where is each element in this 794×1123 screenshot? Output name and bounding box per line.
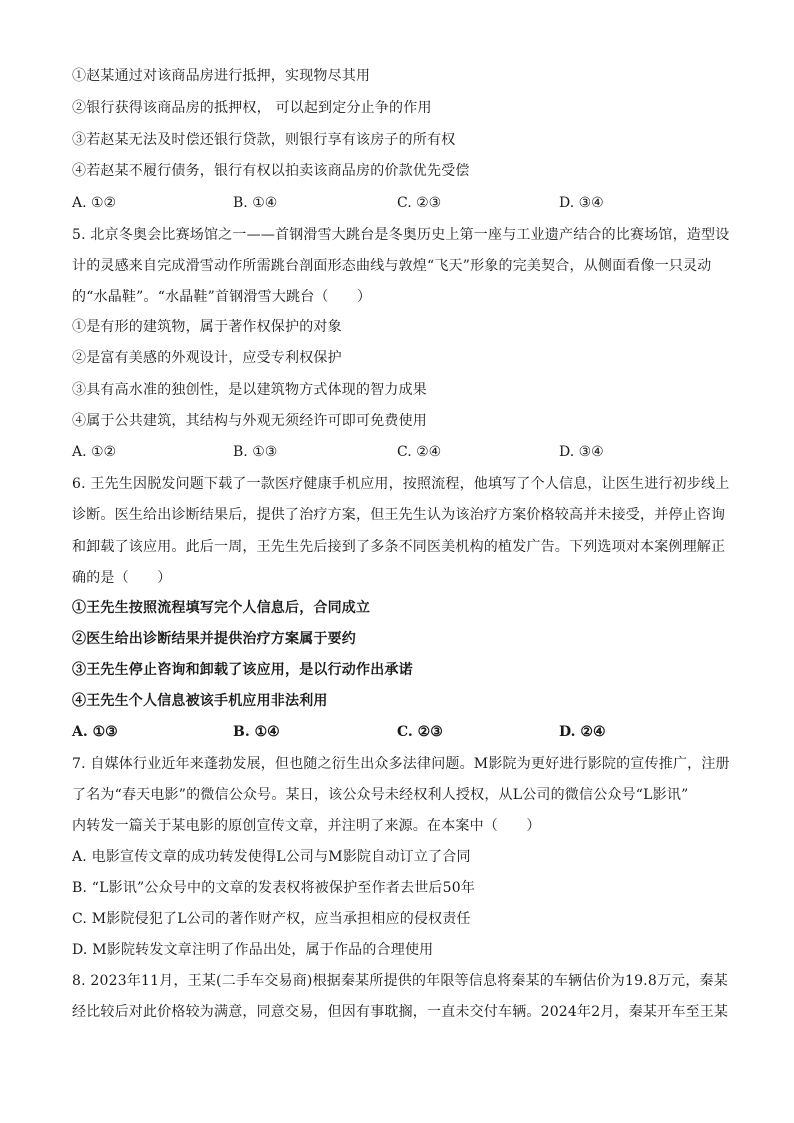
q4-option-d: D. ③④ [559,195,604,211]
q6-stem-line-3: 和卸载了该应用。此后一周，王先生先后接到了多条不同医美机构的植发广告。下列选项对本案例理解正 [72,539,726,555]
q5-statement-1: ①是有形的建筑物，属于著作权保护的对象 [72,319,342,335]
q6-option-d: D. ②④ [559,724,606,740]
q5-stem-line-3: 的“水晶鞋”。“水晶鞋”首钢滑雪大跳台（ ） [72,289,372,305]
q6-statement-1: ①王先生按照流程填写完个人信息后，合同成立 [72,600,371,616]
q6-statement-2: ②医生给出诊断结果并提供治疗方案属于要约 [72,631,356,647]
q4-statement-3: ③若赵某无法及时偿还银行贷款，则银行享有该房子的所有权 [72,132,456,148]
q5-statement-2: ②是富有美感的外观设计，应受专利权保护 [72,350,342,366]
q5-option-b: B. ①③ [233,444,278,460]
q6-statement-3: ③王先生停止咨询和卸载了该应用，是以行动作出承诺 [72,662,413,678]
q7-choice-b: B. “L影讯”公众号中的文章的发表权将被保护至作者去世后50年 [72,880,476,896]
q8-stem-line-1: 8. 2023年11月，王某(二手车交易商)根据秦某所提供的年限等信息将秦某的车辆估价为19.8万元，秦某 [72,973,728,989]
q7-stem-line-3: 内转发一篇关于某电影的原创宣传文章，并注明了来源。在本案中（ ） [72,818,541,834]
q5-option-d: D. ③④ [559,444,604,460]
q5-stem-line-1: 5. 北京冬奥会比赛场馆之一——首钢滑雪大跳台是冬奥历史上第一座与工业遗产结合的比赛场馆，造型设 [72,227,730,243]
q4-statement-4: ④若赵某不履行债务，银行有权以拍卖该商品房的价款优先受偿 [72,163,470,179]
q4-statement-2: ②银行获得该商品房的抵押权， 可以起到定分止争的作用 [72,100,432,116]
q7-stem-line-2: 了名为“春天电影”的微信公众号。某日，该公众号未经权利人授权，从L公司的微信公众号“L影讯” [72,787,689,803]
q7-choice-c: C. M影院侵犯了L公司的著作财产权，应当承担相应的侵权责任 [72,911,471,927]
q7-choice-a: A. 电影宣传文章的成功转发使得L公司与M影院自动订立了合同 [72,849,471,865]
q8-stem-line-2: 经比较后对此价格较为满意，同意交易，但因有事耽搁，一直未交付车辆。2024年2月，秦某开车至王某 [72,1004,729,1020]
q6-option-b: B. ①④ [233,724,280,740]
q6-stem-line-4: 确的是（ ） [72,570,172,586]
q5-statement-3: ③具有高水准的独创性，是以建筑物方式体现的智力成果 [72,382,427,398]
q5-options [72,442,732,462]
q6-options [72,722,732,742]
q4-option-a: A. ①② [72,195,117,211]
q5-option-c: C. ②④ [397,444,442,460]
q6-option-c: C. ②③ [397,724,443,740]
q5-option-a: A. ①② [72,444,117,460]
q7-stem-line-1: 7. 自媒体行业近年来蓬勃发展，但也随之衍生出众多法律问题。M影院为更好进行影院的宣传推广，注册 [72,756,730,772]
q6-stem-line-1: 6. 王先生因脱发问题下载了一款医疗健康手机应用，按照流程，他填写了个人信息，让医生进行初步线上 [72,476,730,492]
q4-option-b: B. ①④ [233,195,278,211]
q4-option-c: C. ②③ [397,195,442,211]
q5-statement-4: ④属于公共建筑，其结构与外观无须经许可即可免费使用 [72,413,427,429]
q5-stem-line-2: 计的灵感来自完成滑雪动作所需跳台剖面形态曲线与敦煌“飞天”形象的完美契合，从侧面看像一只灵动 [72,258,712,274]
q7-choice-d: D. M影院转发文章注明了作品出处，属于作品的合理使用 [72,942,434,958]
q6-stem-line-2: 诊断。医生给出诊断结果后，提供了治疗方案，但王先生认为该治疗方案价格较高并未接受，并停止咨询 [72,507,726,523]
q4-statement-1: ①赵某通过对该商品房进行抵押，实现物尽其用 [72,68,371,84]
q6-statement-4: ④王先生个人信息被该手机应用非法利用 [72,693,328,709]
q6-option-a: A. ①③ [72,724,118,740]
q4-options [72,193,732,213]
